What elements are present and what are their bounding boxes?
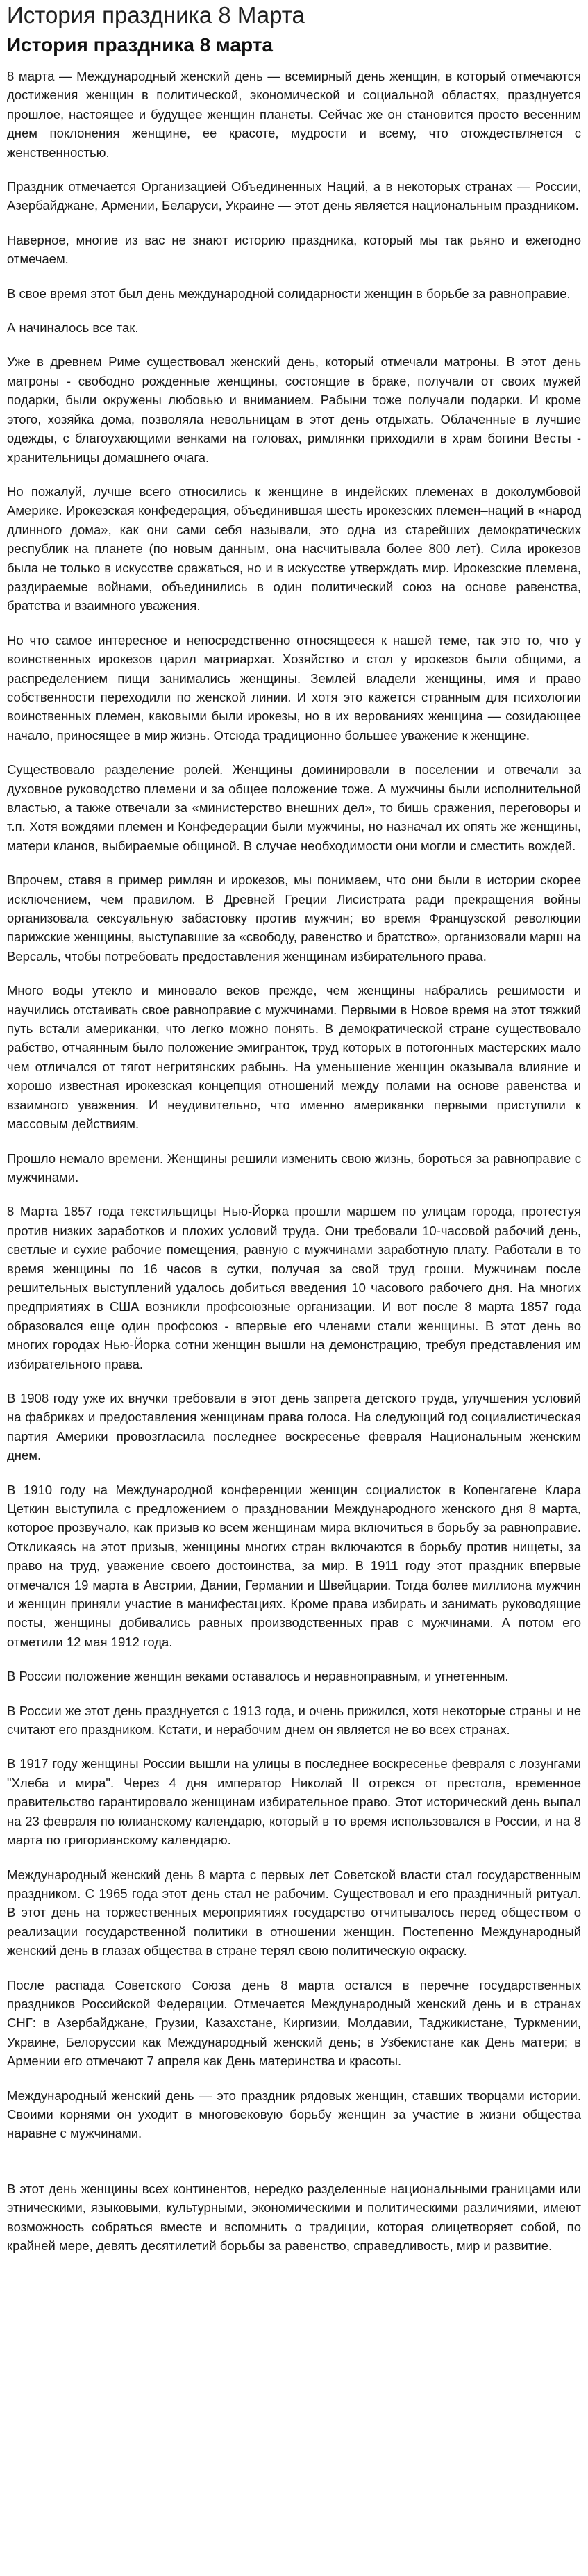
article: [7, 33, 581, 2255]
paragraph: А начиналось все так.: [7, 320, 139, 336]
article-title: История праздника 8 марта: [7, 34, 273, 56]
paragraph: Уже в древнем Риме существовал женский день, который отмечали матроны. В этот день матроны - свободно рожденные женщины, состоящие в браке, получали от своих мужей подарки, были окружены любовью и вниманием. Рабыни тоже получали подарки. И кроме этого, хозяйка дома, позволяла невольницам в этот день отдыхать. Облаченные в лучшие одежды, с благоухающими венками на головах, римлянки приходили в храм богини Весты - хранительницы домашнего очага.: [7, 354, 581, 465]
paragraph: В 1917 году женщины России вышли на улицы в последнее воскресенье февраля с лозунгами "Хлеба и мира". Через 4 дня император Николай II отрекся от престола, временное правительство гарантировало женщинам избирательное право. Этот исторический день выпал на 23 февраля по юлианскому календарю, который в то время использовался в России, и на 8 марта по григорианскому календарю.: [7, 1756, 581, 1848]
spacer: [7, 2158, 581, 2179]
paragraph: В этот день женщины всех континентов, нередко разделенные национальными границами или этническими, языковыми, культурными, экономическими и политическими различиями, имеют возможность собраться вместе и вспомнить о традиции, которая олицетворяет собой, по крайней мере, девять десятилетий борьбы за равенство, справедливость, мир и развитие.: [7, 2181, 581, 2253]
paragraph: 8 марта — Международный женский день — всемирный день женщин, в который отмечаются достижения женщин в политической, экономической и социальной областях, празднуется прошлое, настоящее и будущее женщин планеты. Сейчас же он становится просто весенним днем поклонения женщине, ее красоте, мудрости и всему, что отождествляется с женственностью.: [7, 69, 581, 160]
paragraph: Праздник отмечается Организацией Объединенных Наций, а в некоторых странах — России, Азербайджане, Армении, Беларуси, Украине — этот день является национальным праздником.: [7, 179, 581, 213]
paragraph: Наверное, многие из вас не знают историю праздника, который мы так рьяно и ежегодно отмечаем.: [7, 232, 581, 267]
paragraph: Впрочем, ставя в пример римлян и ирокезов, мы понимаем, что они были в истории скорее исключением, чем правилом. В Древней Греции Лисистрата ради прекращения войны организовала сексуальную забастовку против мужчин; во время Французской революции парижские женщины, выступавшие за «свободу, равенство и братство», организовали марш на Версаль, чтобы потребовать предоставления женщинам избирательного права.: [7, 873, 581, 964]
paragraph: Международный женский день 8 марта с первых лет Советской власти стал государственным праздником. С 1965 года этот день стал не рабочим. Существовал и его праздничный ритуал. В этот день на торжественных мероприятиях государство отчитывалось перед обществом о реализации государственной политики в отношении женщин. Постепенно Международный женский день в глазах общества в стране терял свою политическую окраску.: [7, 1867, 581, 1958]
paragraph: 8 Марта 1857 года текстильщицы Нью-Йорка прошли маршем по улицам города, протестуя против низких заработков и плохих условий труда. Они требовали 10-часовой рабочий день, светлые и сухие рабочие помещения, равную с мужчинами заработную плату. Работали в то время женщины по 16 часов в сутки, получая за свой труд гроши. Мужчинам после решительных выступлений удалось добиться введения 10 часового рабочего дня. На многих предприятиях в США возникли профсоюзные организации. И вот после 8 марта 1857 года образовался еще один профсоюз - впервые его членами стали женщины. В этот день во многих городах Нью-Йорка сотни женщин вышли на демонстрацию, требуя представления им избирательного права.: [7, 1204, 581, 1371]
paragraph: Международный женский день — это праздник рядовых женщин, ставших творцами истории. Своими корнями он уходит в многовековую борьбу женщин за участие в жизни общества наравне с мужчинами.: [7, 2088, 581, 2141]
paragraph: В свое время этот был день международной солидарности женщин в борьбе за равноправие.: [7, 286, 571, 301]
paragraph: Много воды утекло и миновало веков прежде, чем женщины набрались решимости и научились отстаивать свое равноправие с мужчинами. Первыми в Новое время на этот тяжкий путь встали американки, что легко можно понять. В демократической стране существовало рабство, отчаянным было положение эмигранток, труд которых в потогонных мастерских мало чем отличался от тягот негритянских рабынь. На уменьшение женщин оказывала влияние и хорошо известная ирокезская концепция отношений между полами на основе равенства и взаимного уважения. И неудивительно, что именно американки первыми приступили к массовым действиям.: [7, 983, 581, 1132]
paragraph: В России положение женщин веками оставалось и неравноправным, и угнетенным.: [7, 1669, 509, 1684]
paragraph: Но пожалуй, лучше всего относились к женщине в индейских племенах в доколумбовой Америке. Ирокезская конфедерация, объединившая шесть ирокезских племен–наций в «народ длинного дома», как они сами себя называли, это одна из старейших демократических республик на планете (по новым данным, она насчитывала более 800 лет). Сила ирокезов была не только в искусстве сражаться, но и в искусстве утверждать мир. Ирокезские племена, раздираемые войнами, объединились в один политический союз на основе равенства, братства и взаимного уважения.: [7, 484, 581, 613]
paragraph: Прошло немало времени. Женщины решили изменить свою жизнь, бороться за равноправие с мужчинами.: [7, 1150, 581, 1184]
paragraph: Существовало разделение ролей. Женщины доминировали в поселении и отвечали за духовное руководство племени и за общее положение тоже. А мужчины были исполнительной властью, а также отвечали за «министерство внешних дел», то бишь сражения, переговоры и т.п. Хотя вождями племен и Конфедерации были мужчины, но назначал их опять же женщины, матери кланов, выбираемые общиной. В случае необходимости они могли и сместить вождей.: [7, 762, 581, 853]
paragraph: В России же этот день празднуется с 1913 года, и очень прижился, хотя некоторые страны и не считают его праздником. Кстати, и нерабочим днем он является не во всех странах.: [7, 1703, 581, 1737]
paragraph: В 1910 году на Международной конференции женщин социалисток в Копенгагене Клара Цеткин выступила с предложением о праздновании Международного женского дня 8 марта, которое прозвучало, как призыв ко всем женщинам мира включиться в борьбу за равноправие. Откликаясь на этот призыв, женщины многих стран включаются в борьбу против нищеты, за право на труд, уважение своего достоинства, за мир. В 1911 году этот праздник впервые отмечался 19 марта в Австрии, Дании, Германии и Швейцарии. Тогда более миллиона мужчин и женщин приняли участие в манифестациях. Кроме права избирать и занимать руководящие посты, женщины добивались равных производственных прав с мужчинами. А потом его отметили 12 мая 1912 года.: [7, 1482, 581, 1649]
page-title: История праздника 8 Марта: [7, 2, 305, 28]
paragraph: Но что самое интересное и непосредственно относящееся к нашей теме, так это то, что у воинственных ирокезов царил матриархат. Хозяйство и стол у ирокезов были общими, а распределением пищи занимались женщины. Землей владели женщины, имя и право собственности переходили по женской линии. И хотя это кажется странным для психологии воинственных племен, каковыми были ирокезы, но в их верованиях женщина — созидающее начало, приносящее в мир жизнь. Отсюда традиционно большее уважение к женщине.: [7, 632, 581, 743]
paragraph: После распада Советского Союза день 8 марта остался в перечне государственных праздников Российской Федерации. Отмечается Международный женский день и в странах СНГ: в Азербайджане, Грузии, Казахстане, Киргизии, Молдавии, Таджикистане, Туркмении, Украине, Белоруссии как Международный женский день; в Узбекистане как День матери; в Армении его отмечают 7 апреля как День материнства и красоты.: [7, 1977, 581, 2069]
paragraph: В 1908 году уже их внучки требовали в этот день запрета детского труда, улучшения условий на фабриках и предоставления женщинам права голоса. На следующий год социалистическая партия Америки провозгласила последнее воскресенье февраля Национальным женским днем.: [7, 1390, 581, 1463]
